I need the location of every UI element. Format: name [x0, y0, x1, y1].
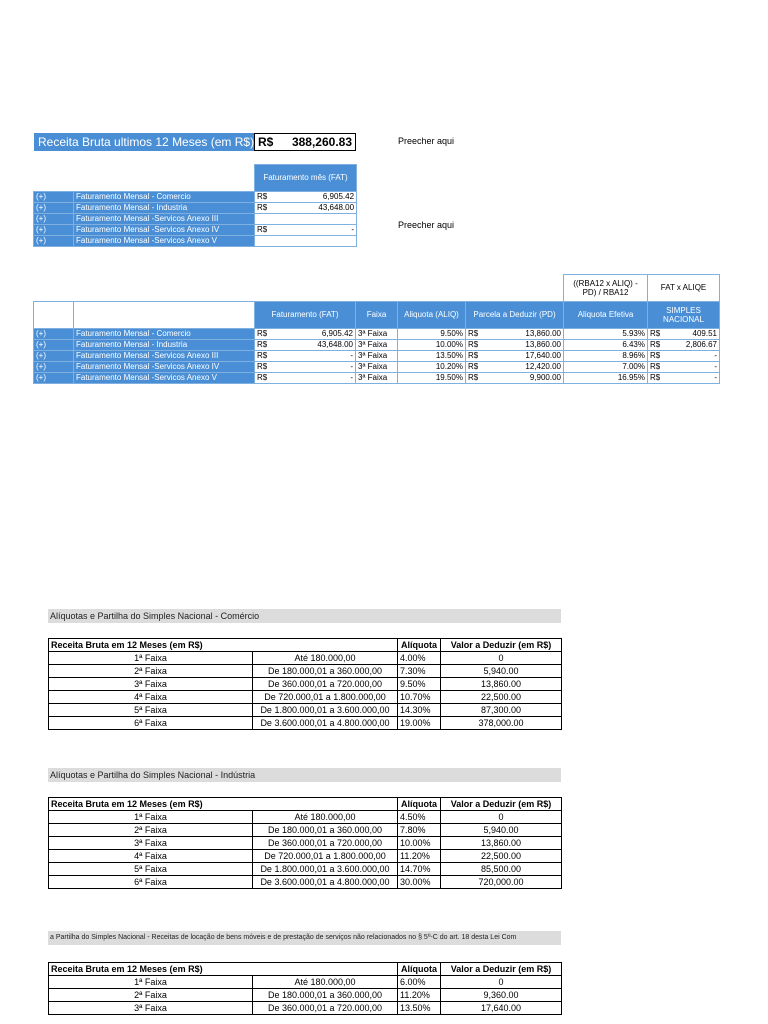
rate-table — [48, 638, 562, 730]
range-cell: De 720.000,01 a 1.800.000,00 — [253, 850, 398, 863]
aliq-cell: 13.50% — [398, 350, 466, 361]
empty-header-cell — [34, 165, 255, 192]
receita-header: Receita Bruta em 12 Meses (em R$) — [49, 963, 398, 976]
aliq-cell: 19.50% — [398, 372, 466, 383]
aliquota-header: Alíquota — [398, 963, 441, 976]
rate-table — [48, 797, 562, 889]
range-cell: De 180.000,01 a 360.000,00 — [253, 665, 398, 678]
row-label: Faturamento Mensal -Servicos Anexo III — [74, 350, 255, 361]
calculation-table — [33, 274, 720, 384]
sn-currency-cell: R$ — [648, 361, 668, 372]
deduzir-cell: 87,300.00 — [441, 704, 562, 717]
deduzir-cell: 720,000.00 — [441, 876, 562, 889]
rate-row — [49, 678, 562, 691]
revenue-value-cell[interactable]: 388,260.83 — [276, 133, 356, 151]
sign-cell: (+) — [34, 328, 74, 339]
range-cell: De 1.800.000,01 a 3.600.000,00 — [253, 863, 398, 876]
aliq-cell: 7.80% — [398, 824, 441, 837]
faixa-cell: 2ª Faixa — [49, 989, 253, 1002]
fill-here-note-2: Preecher aqui — [398, 220, 455, 230]
faixa-cell: 3ª Faixa — [49, 678, 253, 691]
section-title: Alíquotas e Partilha do Simples Nacional - Indústria — [48, 768, 561, 782]
deduzir-cell: 22,500.00 — [441, 850, 562, 863]
pd-currency-cell: R$ — [466, 361, 486, 372]
sign-cell: (+) — [34, 225, 74, 236]
pd-column-header: Parcela a Deduzir (PD) — [466, 301, 564, 328]
deduzir-header: Valor a Deduzir (em R$) — [441, 963, 562, 976]
aliq-cell: 14.70% — [398, 863, 441, 876]
row-label: Faturamento Mensal - Industria — [74, 203, 255, 214]
pd-cell: 9,900.00 — [486, 372, 564, 383]
spacer-cell — [34, 275, 564, 302]
fat-cell: - — [275, 361, 356, 372]
pd-cell: 13,860.00 — [486, 328, 564, 339]
range-cell: Até 180.000,00 — [253, 811, 398, 824]
currency-cell: R$ — [255, 339, 275, 350]
row-label: Faturamento Mensal -Servicos Anexo V — [74, 372, 255, 383]
efetiva-cell: 16.95% — [564, 372, 648, 383]
fat-row — [34, 203, 357, 214]
rate-row — [49, 1002, 562, 1015]
fat-aliq-header: FAT x ALIQE — [648, 275, 720, 302]
fat-cell: 43,648.00 — [275, 339, 356, 350]
faixa-cell: 6ª Faixa — [49, 876, 253, 889]
aliq-cell: 4.00% — [398, 652, 441, 665]
currency-cell: R$ — [255, 225, 275, 236]
fat-input-cell[interactable]: 6,905.42 — [275, 192, 357, 203]
faixa-cell: 3ª Faixa — [356, 350, 398, 361]
fat-column-header: Faturamento (FAT) — [255, 301, 356, 328]
efetiva-cell: 5.93% — [564, 328, 648, 339]
pd-cell: 13,860.00 — [486, 339, 564, 350]
faixa-cell: 3ª Faixa — [356, 328, 398, 339]
row-label: Faturamento Mensal - Comercio — [74, 192, 255, 203]
sign-cell: (+) — [34, 192, 74, 203]
deduzir-header: Valor a Deduzir (em R$) — [441, 798, 562, 811]
row-label: Faturamento Mensal - Industria — [74, 339, 255, 350]
sign-cell: (+) — [34, 339, 74, 350]
aliq-cell: 9.50% — [398, 328, 466, 339]
faixa-cell: 4ª Faixa — [49, 691, 253, 704]
section-title: a Partilha do Simples Nacional - Receitas de locação de bens móveis e de prestação de serviços não relacionados no § 5º-C do art. 18 desta Lei Com — [48, 931, 561, 945]
range-cell: De 1.800.000,01 a 3.600.000,00 — [253, 704, 398, 717]
currency-cell: R$ — [255, 328, 275, 339]
pd-currency-cell: R$ — [466, 328, 486, 339]
currency-cell — [255, 214, 275, 225]
deduzir-cell: 13,860.00 — [441, 678, 562, 691]
rate-table-header — [49, 963, 562, 976]
sn-currency-cell: R$ — [648, 328, 668, 339]
rate-row — [49, 850, 562, 863]
sn-currency-cell: R$ — [648, 350, 668, 361]
fat-cell: 6,905.42 — [275, 328, 356, 339]
rate-row — [49, 717, 562, 730]
aliq-cell: 10.20% — [398, 361, 466, 372]
range-cell: De 360.000,01 a 720.000,00 — [253, 837, 398, 850]
sign-cell: (+) — [34, 203, 74, 214]
deduzir-header: Valor a Deduzir (em R$) — [441, 639, 562, 652]
receita-header: Receita Bruta em 12 Meses (em R$) — [49, 798, 398, 811]
sn-cell: 409.51 — [668, 328, 720, 339]
faixa-cell: 5ª Faixa — [49, 704, 253, 717]
range-cell: De 360.000,01 a 720.000,00 — [253, 678, 398, 691]
faixa-cell: 1ª Faixa — [49, 652, 253, 665]
fat-row — [34, 236, 357, 247]
faixa-cell: 3ª Faixa — [356, 339, 398, 350]
rate-row — [49, 863, 562, 876]
sn-cell: - — [668, 350, 720, 361]
aliq-cell: 10.70% — [398, 691, 441, 704]
aliq-cell: 10.00% — [398, 339, 466, 350]
deduzir-cell: 85,500.00 — [441, 863, 562, 876]
sn-currency-cell: R$ — [648, 372, 668, 383]
rate-row — [49, 652, 562, 665]
faixa-cell: 3ª Faixa — [49, 837, 253, 850]
aliq-cell: 13.50% — [398, 1002, 441, 1015]
fat-header: Faturamento mês (FAT) — [255, 165, 357, 192]
deduzir-cell: 17,640.00 — [441, 1002, 562, 1015]
calc-row — [34, 328, 720, 339]
range-cell: De 3.600.000,01 a 4.800.000,00 — [253, 876, 398, 889]
simples-column-header: SIMPLES NACIONAL — [648, 301, 720, 328]
efetiva-cell: 8.96% — [564, 350, 648, 361]
faixa-cell: 2ª Faixa — [49, 665, 253, 678]
fat-row — [34, 225, 357, 236]
fill-here-note-1: Preecher aqui — [398, 136, 455, 146]
aliq-column-header: Aliquota (ALIQ) — [398, 301, 466, 328]
deduzir-cell: 378,000.00 — [441, 717, 562, 730]
aliq-cell: 19.00% — [398, 717, 441, 730]
fat-input-cell[interactable] — [275, 214, 357, 225]
pd-currency-cell: R$ — [466, 350, 486, 361]
sn-cell: - — [668, 372, 720, 383]
range-cell: De 180.000,01 a 360.000,00 — [253, 824, 398, 837]
sign-cell: (+) — [34, 350, 74, 361]
deduzir-cell: 13,860.00 — [441, 837, 562, 850]
fat-cell: - — [275, 372, 356, 383]
blank-head-label — [74, 301, 255, 328]
blank-head-sign — [34, 301, 74, 328]
row-label: Faturamento Mensal -Servicos Anexo III — [74, 214, 255, 225]
sign-cell: (+) — [34, 361, 74, 372]
fat-row — [34, 192, 357, 203]
faixa-cell: 3ª Faixa — [49, 1002, 253, 1015]
deduzir-cell: 0 — [441, 811, 562, 824]
faixa-cell: 6ª Faixa — [49, 717, 253, 730]
currency-cell — [255, 236, 275, 247]
formula-header: ((RBA12 x ALIQ) - PD) / RBA12 — [564, 275, 648, 302]
currency-cell: R$ — [255, 372, 275, 383]
faixa-cell: 5ª Faixa — [49, 863, 253, 876]
pd-cell: 12,420.00 — [486, 361, 564, 372]
aliq-cell: 14.30% — [398, 704, 441, 717]
deduzir-cell: 5,940.00 — [441, 665, 562, 678]
sn-currency-cell: R$ — [648, 339, 668, 350]
currency-cell: R$ — [255, 350, 275, 361]
faixa-cell: 3ª Faixa — [356, 361, 398, 372]
efetiva-cell: 6.43% — [564, 339, 648, 350]
faixa-cell: 2ª Faixa — [49, 824, 253, 837]
revenue-title: Receita Bruta ultimos 12 Meses (em R$) — [34, 133, 254, 151]
revenue-currency: R$ — [254, 133, 276, 151]
rate-table-header — [49, 798, 562, 811]
deduzir-cell: 0 — [441, 976, 562, 989]
fat-cell: - — [275, 350, 356, 361]
aliq-cell: 4.50% — [398, 811, 441, 824]
aliq-cell: 30.00% — [398, 876, 441, 889]
pd-currency-cell: R$ — [466, 372, 486, 383]
aliq-cell: 6.00% — [398, 976, 441, 989]
sign-cell: (+) — [34, 372, 74, 383]
currency-cell: R$ — [255, 192, 275, 203]
aliquota-header: Alíquota — [398, 798, 441, 811]
deduzir-cell: 5,940.00 — [441, 824, 562, 837]
aliq-cell: 7.30% — [398, 665, 441, 678]
fat-input-cell[interactable]: 43,648.00 — [275, 203, 357, 214]
faixa-cell: 1ª Faixa — [49, 811, 253, 824]
pd-currency-cell: R$ — [466, 339, 486, 350]
rate-row — [49, 824, 562, 837]
range-cell: De 360.000,01 a 720.000,00 — [253, 1002, 398, 1015]
fat-input-cell[interactable] — [275, 236, 357, 247]
rate-row — [49, 811, 562, 824]
sn-cell: 2,806.67 — [668, 339, 720, 350]
aliq-cell: 9.50% — [398, 678, 441, 691]
rate-table-header — [49, 639, 562, 652]
deduzir-cell: 0 — [441, 652, 562, 665]
sign-cell: (+) — [34, 236, 74, 247]
faixa-column-header: Faixa — [356, 301, 398, 328]
rate-table — [48, 962, 562, 1015]
range-cell: Até 180.000,00 — [253, 976, 398, 989]
fat-row — [34, 214, 357, 225]
section-title: Alíquotas e Partilha do Simples Nacional - Comércio — [48, 609, 561, 623]
pd-cell: 17,640.00 — [486, 350, 564, 361]
rate-row — [49, 876, 562, 889]
sn-cell: - — [668, 361, 720, 372]
row-label: Faturamento Mensal -Servicos Anexo V — [74, 236, 255, 247]
faixa-cell: 4ª Faixa — [49, 850, 253, 863]
aliq-cell: 11.20% — [398, 850, 441, 863]
fat-input-cell[interactable]: - — [275, 225, 357, 236]
efetiva-cell: 7.00% — [564, 361, 648, 372]
rate-row — [49, 704, 562, 717]
aliquota-header: Alíquota — [398, 639, 441, 652]
row-label: Faturamento Mensal -Servicos Anexo IV — [74, 361, 255, 372]
deduzir-cell: 9,360.00 — [441, 989, 562, 1002]
rate-row — [49, 691, 562, 704]
range-cell: De 720.000,01 a 1.800.000,00 — [253, 691, 398, 704]
aliq-cell: 11.20% — [398, 989, 441, 1002]
monthly-revenue-table — [33, 164, 357, 247]
range-cell: De 180.000,01 a 360.000,00 — [253, 989, 398, 1002]
rate-row — [49, 989, 562, 1002]
sign-cell: (+) — [34, 214, 74, 225]
aliq-cell: 10.00% — [398, 837, 441, 850]
currency-cell: R$ — [255, 203, 275, 214]
calc-row — [34, 339, 720, 350]
range-cell: Até 180.000,00 — [253, 652, 398, 665]
row-label: Faturamento Mensal -Servicos Anexo IV — [74, 225, 255, 236]
calc-row — [34, 361, 720, 372]
currency-cell: R$ — [255, 361, 275, 372]
range-cell: De 3.600.000,01 a 4.800.000,00 — [253, 717, 398, 730]
rate-row — [49, 837, 562, 850]
row-label: Faturamento Mensal - Comercio — [74, 328, 255, 339]
deduzir-cell: 22,500.00 — [441, 691, 562, 704]
receita-header: Receita Bruta em 12 Meses (em R$) — [49, 639, 398, 652]
calc-row — [34, 350, 720, 361]
efetiva-column-header: Aliquota Efetiva — [564, 301, 648, 328]
rate-row — [49, 976, 562, 989]
faixa-cell: 3ª Faixa — [356, 372, 398, 383]
rate-row — [49, 665, 562, 678]
faixa-cell: 1ª Faixa — [49, 976, 253, 989]
calc-row — [34, 372, 720, 383]
